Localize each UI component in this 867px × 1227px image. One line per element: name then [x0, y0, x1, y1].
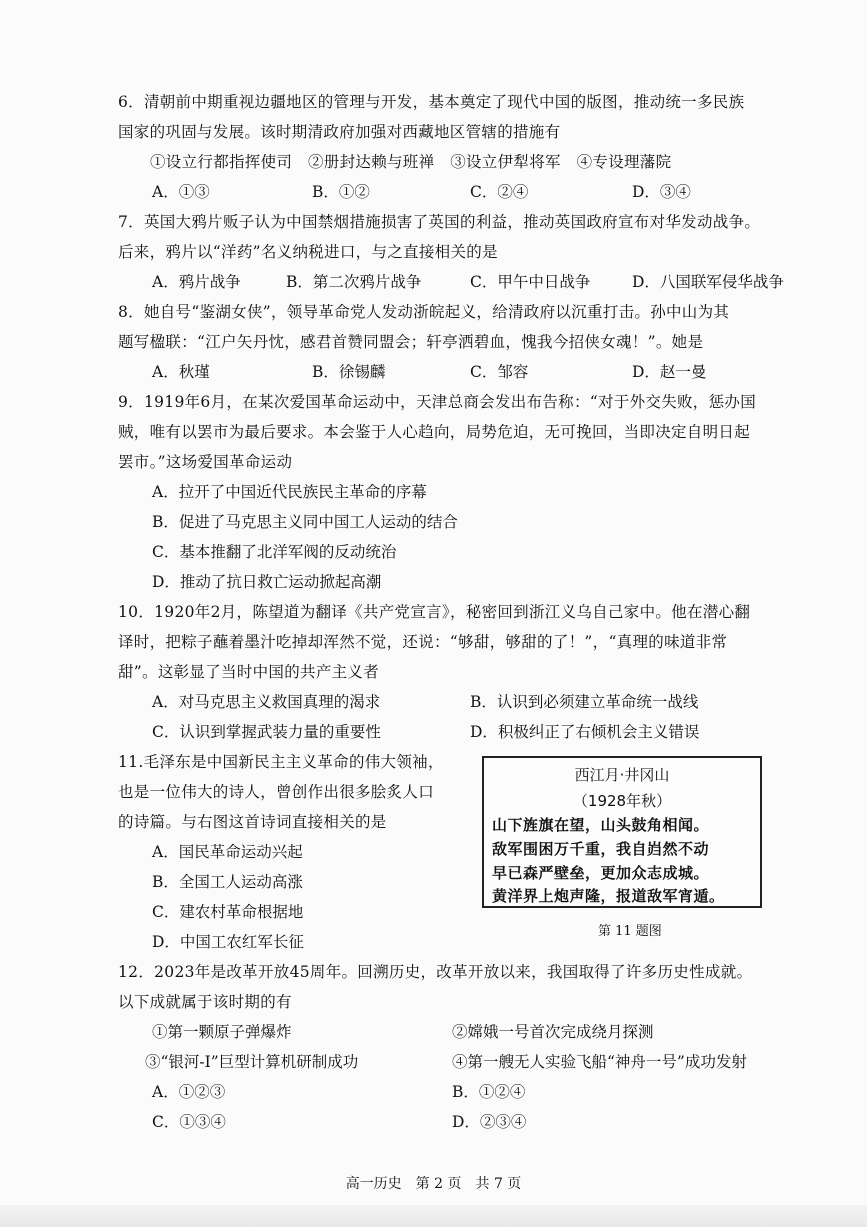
scan-edge — [0, 1205, 867, 1227]
q8-stem-line1: 8．她自号“鉴湖女侠”，领导革命党人发动浙皖起义，给清政府以沉重打击。孙中山为其 — [118, 303, 730, 321]
q10-option-a: A．对马克思主义救国真理的渴求 — [152, 693, 381, 711]
q7-option-b: B．第二次鸦片战争 — [286, 273, 422, 291]
q9-stem-line3: 罢市。”这场爱国革命运动 — [118, 453, 293, 471]
q7-option-c: C．甲午中日战争 — [470, 273, 591, 291]
q11-option-a: A．国民革命运动兴起 — [152, 843, 303, 861]
q8-option-a: A．秋瑾 — [152, 363, 210, 381]
q6-stem-line1: 6．清朝前中期重视边疆地区的管理与开发，基本奠定了现代中国的版图，推动统一多民族 — [118, 93, 745, 111]
q11-option-c: C．建农村革命根据地 — [152, 903, 304, 921]
q7-stem-line2: 后来，鸦片以“洋药”名义纳税进口，与之直接相关的是 — [118, 243, 498, 261]
q12-option-d: D．②③④ — [452, 1113, 527, 1131]
q8-stem-line2: 题写楹联：“江户矢丹忱，感君首赞同盟会；轩亭洒碧血，愧我今招侠女魂！”。她是 — [118, 333, 704, 351]
q11-stem-line1: 11.毛泽东是中国新民主主义革命的伟大领袖， — [118, 753, 444, 771]
q7-option-d: D．八国联军侵华战争 — [632, 273, 784, 291]
poem-line-1: 山下旌旗在望，山头鼓角相闻。 — [492, 816, 710, 834]
q9-option-c: C．基本推翻了北洋军阀的反动统治 — [152, 543, 397, 561]
poem-line-4: 黄洋界上炮声隆，报道敌军宵遁。 — [492, 887, 725, 905]
q12-item-4: ④第一艘无人实验飞船“神舟一号”成功发射 — [452, 1053, 747, 1071]
q8-option-b: B．徐锡麟 — [312, 363, 386, 381]
q10-option-b: B．认识到必须建立革命统一战线 — [470, 693, 699, 711]
q11-stem-line2: 也是一位伟大的诗人，曾创作出很多脍炙人口 — [118, 783, 435, 801]
q12-item-3: ③“银河-Ⅰ”巨型计算机研制成功 — [145, 1053, 359, 1071]
q11-option-d: D．中国工农红军长征 — [152, 933, 304, 951]
q12-option-a: A．①②③ — [152, 1083, 226, 1101]
poem-line-2: 敌军围困万千重，我自岿然不动 — [492, 840, 710, 858]
q12-item-2: ②嫦娥一号首次完成绕月探测 — [452, 1023, 654, 1041]
q12-option-b: B．①②④ — [452, 1083, 526, 1101]
q11-option-b: B．全国工人运动高涨 — [152, 873, 303, 891]
q10-stem-line2: 译时，把粽子蘸着墨汁吃掉却浑然不觉，还说：“够甜，够甜的了！”，“真理的味道非常 — [118, 633, 728, 651]
q9-option-a: A．拉开了中国近代民族民主革命的序幕 — [152, 483, 427, 501]
poem-line-3: 早已森严壁垒，更加众志成城。 — [492, 864, 710, 882]
figure-caption: 第 11 题图 — [598, 924, 662, 939]
q12-option-c: C．①③④ — [152, 1113, 226, 1131]
q10-stem-line1: 10．1920年2月，陈望道为翻译《共产党宣言》，秘密回到浙江义乌自己家中。他在潜心翻 — [118, 603, 751, 621]
q10-stem-line3: 甜”。这彰显了当时中国的共产主义者 — [118, 663, 380, 681]
q9-option-b: B．促进了马克思主义同中国工人运动的结合 — [152, 513, 458, 531]
q7-stem-line1: 7．英国大鸦片贩子认为中国禁烟措施损害了英国的利益，推动英国政府宣布对华发动战争。 — [118, 213, 761, 231]
q7-option-a: A．鸦片战争 — [152, 273, 241, 291]
poem-date: （1928年秋） — [572, 792, 672, 810]
q11-stem-line3: 的诗篇。与右图这首诗词直接相关的是 — [118, 813, 387, 831]
page-footer: 高一历史 第 2 页 共 7 页 — [345, 1176, 522, 1192]
q6-option-c: C．②④ — [470, 183, 529, 201]
q6-option-d: D．③④ — [632, 183, 691, 201]
q6-stem-line2: 国家的巩固与发展。该时期清政府加强对西藏地区管辖的措施有 — [118, 123, 561, 141]
q12-item-1: ①第一颗原子弹爆炸 — [152, 1023, 292, 1041]
q6-option-a: A．①③ — [152, 183, 210, 201]
q9-stem-line1: 9．1919年6月，在某次爱国革命运动中，天津总商会发出布告称：“对于外交失败，惩办国 — [118, 393, 756, 411]
q12-stem-line2: 以下成就属于该时期的有 — [118, 993, 292, 1011]
poem-title: 西江月·井冈山 — [574, 766, 670, 784]
q8-option-d: D．赵一曼 — [632, 363, 707, 381]
q12-stem-line1: 12．2023年是改革开放45周年。回溯历史，改革开放以来，我国取得了许多历史性成就。 — [118, 963, 753, 981]
q6-items: ①设立行都指挥使司 ②册封达赖与班禅 ③设立伊犁将军 ④专设理藩院 — [150, 153, 672, 171]
q9-option-d: D．推动了抗日救亡运动掀起高潮 — [152, 573, 382, 591]
q6-option-b: B．①② — [312, 183, 370, 201]
q8-option-c: C．邹容 — [470, 363, 529, 381]
q9-stem-line2: 贼，唯有以罢市为最后要求。本会鉴于人心趋向，局势危迫，无可挽回，当即决定自明日起 — [118, 423, 751, 441]
poem-figure — [482, 756, 762, 908]
q10-option-d: D．积极纠正了右倾机会主义错误 — [470, 723, 700, 741]
q10-option-c: C．认识到掌握武装力量的重要性 — [152, 723, 381, 741]
